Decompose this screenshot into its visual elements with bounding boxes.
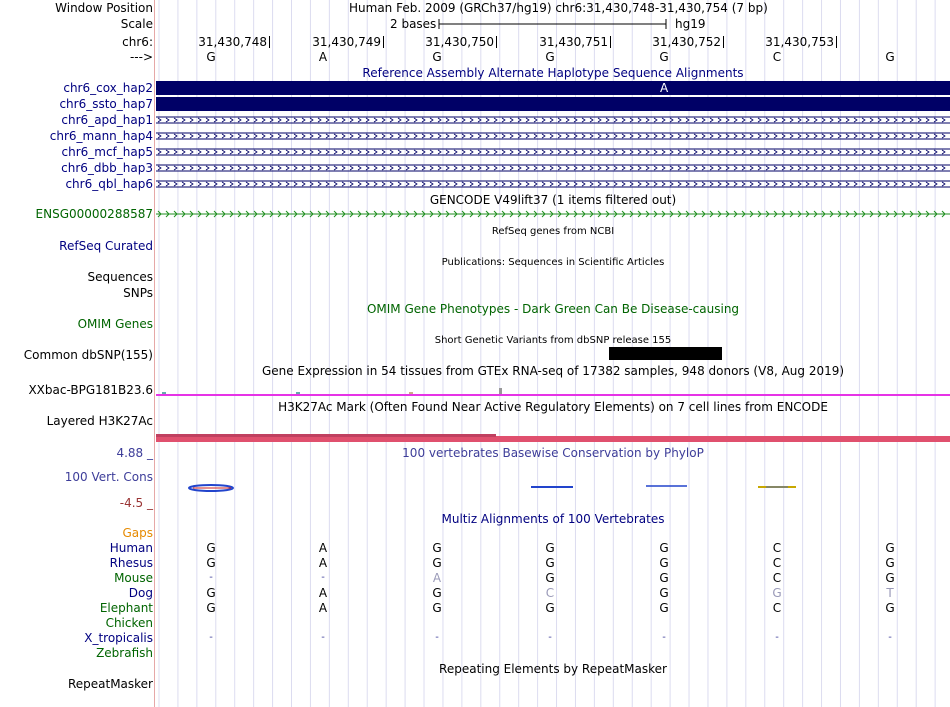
ruler-tick [836, 36, 837, 48]
refseq-curated-label[interactable]: RefSeq Curated [59, 239, 153, 253]
multiz-base: - [775, 632, 779, 643]
haplotype-label[interactable]: chr6_ssto_hap7 [59, 97, 153, 111]
haplotype-alignment-line[interactable] [156, 132, 950, 140]
multiz-track-title[interactable]: Multiz Alignments of 100 Vertebrates [441, 512, 665, 526]
publications-track-title[interactable]: Publications: Sequences in Scientific Articles [441, 257, 665, 268]
label-panel-divider [154, 0, 155, 707]
haplotype-alignment-bar[interactable] [156, 97, 950, 111]
multiz-species-label[interactable]: Human [109, 541, 153, 555]
gtex-small-mark [409, 392, 413, 394]
multiz-base: A [318, 586, 328, 600]
gtex-expression-line[interactable] [156, 394, 950, 396]
repeatmasker-track-title[interactable]: Repeating Elements by RepeatMasker [439, 662, 667, 676]
multiz-base: G [659, 541, 669, 555]
multiz-base: G [659, 586, 669, 600]
haplotype-alignment-line[interactable] [156, 164, 950, 172]
multiz-base: - [209, 572, 213, 583]
multiz-base: A [318, 601, 328, 615]
ruler-coordinate: 31,430,751 [539, 35, 608, 49]
window-position-label: Window Position [55, 1, 153, 15]
multiz-base: C [772, 601, 782, 615]
h3k27ac-label[interactable]: Layered H3K27Ac [46, 414, 153, 428]
multiz-base: G [432, 586, 442, 600]
refseq-track-title[interactable]: RefSeq genes from NCBI [491, 226, 615, 237]
multiz-base: G [432, 556, 442, 570]
ruler-tick [610, 36, 611, 48]
multiz-base: G [545, 601, 555, 615]
gtex-track-title[interactable]: Gene Expression in 54 tissues from GTEx RNA-seq of 17382 samples, 948 donors (V8, Aug 2019) [261, 364, 845, 378]
multiz-base: G [545, 541, 555, 555]
multiz-species-label[interactable]: X_tropicalis [84, 631, 153, 645]
reference-base: A [318, 50, 328, 64]
ruler-tick [383, 36, 384, 48]
scale-bases-text: 2 bases [390, 17, 437, 31]
multiz-base: T [886, 586, 894, 600]
multiz-base: G [772, 586, 782, 600]
gtex-small-mark [162, 392, 166, 394]
haplotype-alignment-line[interactable] [156, 116, 950, 124]
gencode-track-title[interactable]: GENCODE V49lift37 (1 items filtered out) [429, 193, 677, 207]
h3k27ac-track-title[interactable]: H3K27Ac Mark (Often Found Near Active Regulatory Elements) on 7 cell lines from ENCODE [278, 400, 828, 414]
conservation-label[interactable]: 100 Vert. Cons [64, 470, 153, 484]
ruler-tick [269, 36, 270, 48]
gtex-tick-mark [499, 388, 502, 394]
multiz-base: G [659, 571, 669, 585]
assembly-position-text: Human Feb. 2009 (GRCh37/hg19) chr6:31,430,748-31,430,754 (7 bp) [349, 1, 768, 15]
scale-bar [438, 17, 668, 31]
multiz-base: C [772, 571, 782, 585]
haplotype-label[interactable]: chr6_dbb_hap3 [61, 161, 153, 175]
ruler-coordinate: 31,430,749 [312, 35, 381, 49]
multiz-base: A [432, 571, 442, 585]
repeatmasker-label[interactable]: RepeatMasker [67, 677, 153, 691]
reference-base: G [885, 50, 895, 64]
multiz-species-label[interactable]: Dog [128, 586, 153, 600]
scale-assembly-tag: hg19 [675, 17, 706, 31]
haplotype-label[interactable]: chr6_cox_hap2 [63, 81, 153, 95]
reference-base: G [545, 50, 555, 64]
multiz-base: C [772, 541, 782, 555]
ruler-coordinate: 31,430,753 [765, 35, 834, 49]
ruler-coordinate: 31,430,748 [198, 35, 267, 49]
ruler-chrom-label: chr6: [122, 35, 153, 49]
multiz-base: G [206, 586, 216, 600]
gencode-gene-label[interactable]: ENSG00000288587 [35, 207, 153, 221]
scale-label: Scale [120, 17, 153, 31]
ruler-coordinate: 31,430,750 [425, 35, 494, 49]
multiz-base: G [432, 601, 442, 615]
reference-base: G [206, 50, 216, 64]
multiz-base: - [209, 632, 213, 643]
multiz-base: G [659, 556, 669, 570]
ruler-direction-arrow: ---> [129, 50, 153, 64]
multiz-base: - [321, 572, 325, 583]
multiz-species-label[interactable]: Mouse [114, 571, 153, 585]
ruler-tick [723, 36, 724, 48]
multiz-base: A [318, 556, 328, 570]
ruler-coordinate: 31,430,752 [652, 35, 721, 49]
multiz-base: - [548, 632, 552, 643]
alt-haplotype-track-title[interactable]: Reference Assembly Alternate Haplotype Sequence Alignments [362, 66, 744, 80]
conservation-track-title[interactable]: 100 vertebrates Basewise Conservation by PhyloP [402, 446, 704, 460]
haplotype-alignment-line[interactable] [156, 148, 950, 156]
multiz-base: - [888, 632, 892, 643]
multiz-base: G [206, 556, 216, 570]
gtex-small-mark [296, 392, 300, 394]
haplotype-alignment-bar[interactable] [156, 81, 950, 95]
multiz-base: - [662, 632, 666, 643]
multiz-base: G [206, 541, 216, 555]
multiz-base: G [206, 601, 216, 615]
multiz-base: C [772, 556, 782, 570]
haplotype-label[interactable]: chr6_qbl_hap6 [65, 177, 153, 191]
reference-base: G [659, 50, 669, 64]
multiz-base: G [885, 571, 895, 585]
omim-track-title[interactable]: OMIM Gene Phenotypes - Dark Green Can Be Disease-causing [366, 302, 740, 316]
multiz-base: G [545, 556, 555, 570]
multiz-base: - [435, 632, 439, 643]
gencode-gene-feature[interactable] [156, 209, 950, 219]
dbsnp-track-title[interactable]: Short Genetic Variants from dbSNP release 155 [434, 335, 672, 346]
haplotype-label[interactable]: chr6_mcf_hap5 [61, 145, 153, 159]
multiz-base: G [885, 541, 895, 555]
multiz-base: G [659, 601, 669, 615]
multiz-base: G [432, 541, 442, 555]
ruler-tick [496, 36, 497, 48]
multiz-base: G [545, 571, 555, 585]
conservation-max-label: 4.88 _ [116, 446, 153, 460]
haplotype-mismatch-base: A [660, 81, 669, 95]
haplotype-alignment-line[interactable] [156, 180, 950, 188]
multiz-species-label[interactable]: Chicken [105, 616, 153, 630]
haplotype-label[interactable]: chr6_mann_hap4 [49, 129, 153, 143]
multiz-species-label[interactable]: Zebrafish [96, 646, 153, 660]
reference-base: C [772, 50, 782, 64]
reference-base: G [432, 50, 442, 64]
multiz-species-label[interactable]: Elephant [99, 601, 153, 615]
conservation-signal[interactable] [156, 480, 950, 496]
publications-sequences-label[interactable]: Sequences [87, 270, 153, 284]
conservation-min-label: -4.5 _ [119, 496, 153, 510]
multiz-species-label[interactable]: Rhesus [109, 556, 153, 570]
publications-snps-label[interactable]: SNPs [123, 286, 153, 300]
dbsnp-variant-feature[interactable] [609, 347, 722, 360]
haplotype-label[interactable]: chr6_apd_hap1 [61, 113, 153, 127]
multiz-base: A [318, 541, 328, 555]
omim-genes-label[interactable]: OMIM Genes [77, 317, 153, 331]
gtex-gene-label[interactable]: XXbac-BPG181B23.6 [28, 383, 153, 397]
multiz-base: C [545, 586, 555, 600]
multiz-base: G [885, 556, 895, 570]
h3k27ac-signal-highlight [156, 434, 496, 437]
multiz-base: - [321, 632, 325, 643]
multiz-base: G [885, 601, 895, 615]
multiz-gaps-label[interactable]: Gaps [122, 526, 153, 540]
dbsnp-label[interactable]: Common dbSNP(155) [23, 348, 153, 362]
